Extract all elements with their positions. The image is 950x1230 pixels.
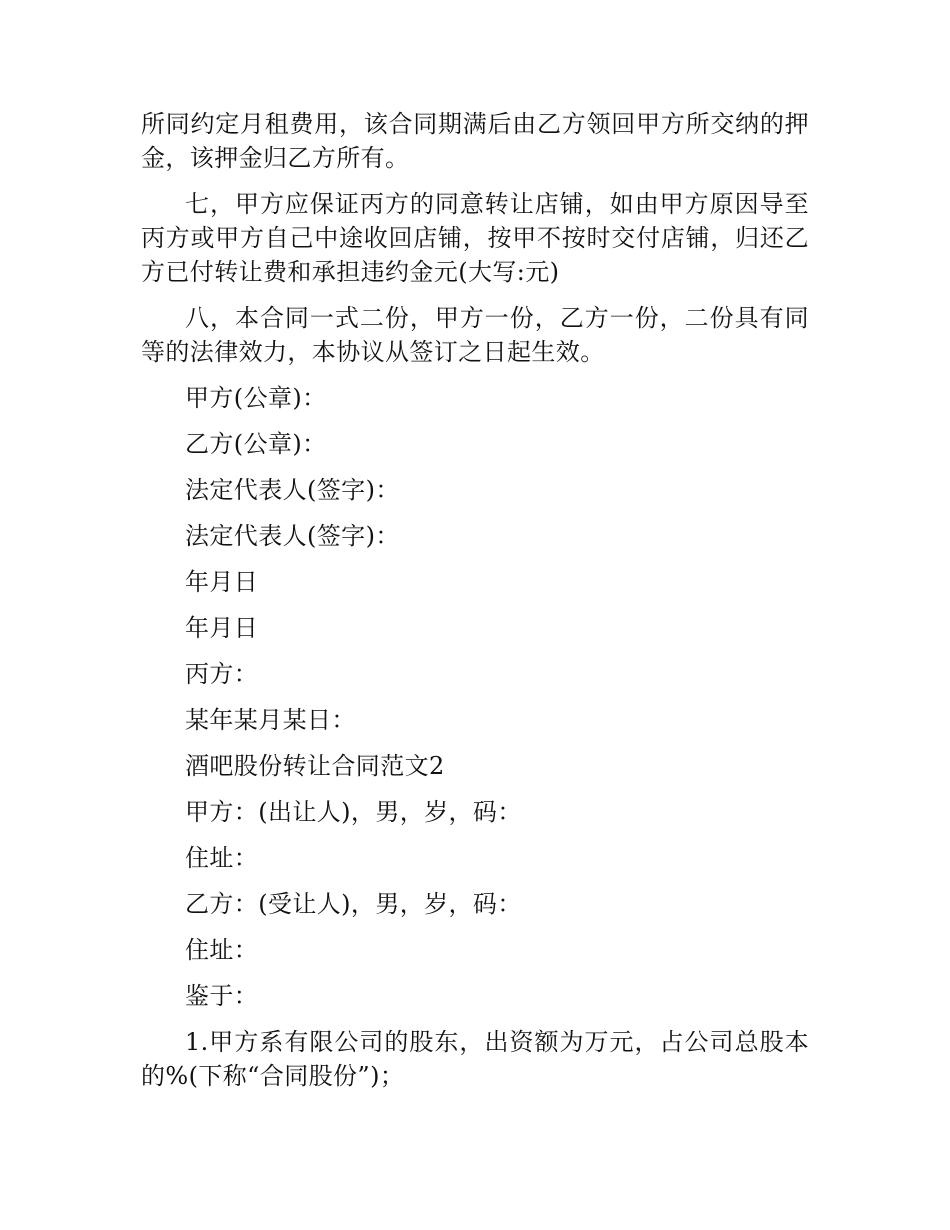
legal-representative-signature-line: 法定代表人(签字)： bbox=[185, 476, 400, 504]
date-line: 年月日 bbox=[185, 614, 259, 642]
party-b-seal-line: 乙方(公章)： bbox=[185, 430, 327, 458]
paragraph-rent-deposit: 所同约定月租费用，该合同期满后由乙方领回甲方所交纳的押金，该押金归乙方所有。 bbox=[141, 110, 809, 172]
transferor-line: 甲方：(出让人)，男，岁，码： bbox=[185, 798, 522, 826]
document-body bbox=[141, 107, 809, 1105]
section-title: 酒吧股份转让合同范文2 bbox=[185, 752, 445, 780]
paragraph-shareholding: 1.甲方系有限公司的股东，出资额为万元，占公司总股本的%(下称“合同股份”)； bbox=[141, 1028, 809, 1090]
party-a-seal-line: 甲方(公章)： bbox=[185, 384, 327, 412]
transferee-line: 乙方：(受让人)，男，岁，码： bbox=[185, 890, 522, 918]
legal-representative-signature-line: 法定代表人(签字)： bbox=[185, 522, 400, 550]
paragraph-clause-eight: 八，本合同一式二份，甲方一份，乙方一份，二份具有同等的法律效力，本协议从签订之日起生效。 bbox=[141, 304, 809, 366]
date-line: 年月日 bbox=[185, 568, 259, 596]
paragraph-clause-seven: 七，甲方应保证丙方的同意转让店铺，如由甲方原因导至丙方或甲方自己中途收回店铺，按甲不按时交付店铺，归还乙方已付转让费和承担违约金元(大写:元) bbox=[141, 190, 809, 286]
whereas-line: 鉴于： bbox=[185, 982, 259, 1010]
address-line: 住址： bbox=[185, 936, 259, 964]
address-line: 住址： bbox=[185, 844, 259, 872]
sample-date-line: 某年某月某日： bbox=[185, 706, 356, 734]
party-c-line: 丙方： bbox=[185, 660, 259, 688]
